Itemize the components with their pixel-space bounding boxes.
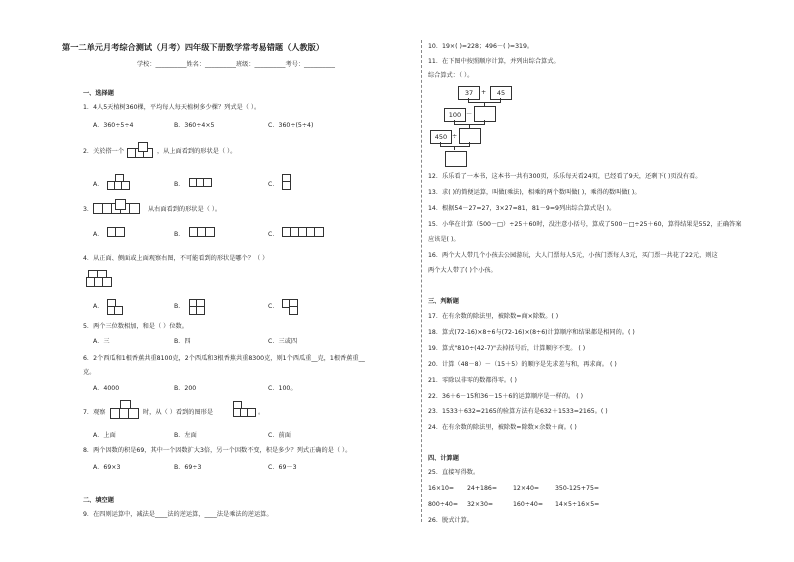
q2-option-a: A． — [93, 181, 104, 188]
question-25: 25．直接写得数。 — [428, 469, 480, 476]
calc-item: 16×10= — [428, 485, 455, 492]
flow-op-minus: － — [466, 111, 473, 118]
question-5: 5．两个三位数相加，和是（ ）位数。 — [83, 323, 188, 330]
question-8: 8．两个因数的积是69，其中一个因数扩大3倍，另一个因数不变，积是多少？列式正确的是（ ）。 — [83, 447, 352, 454]
q2-shape-c — [282, 174, 292, 190]
q3-option-b: B． — [174, 231, 185, 238]
q1-option-a: A．360÷5÷4 — [93, 122, 134, 129]
q8-option-a: A．69×3 — [93, 464, 121, 471]
flow-op-plus: + — [481, 89, 487, 96]
q7-option-a: A．上面 — [93, 432, 116, 439]
q4-shape-b — [189, 299, 209, 315]
q5-option-b: B．四 — [174, 338, 191, 345]
q3-option-c: C． — [268, 231, 279, 238]
q6-option-a: A．4000 — [93, 385, 120, 392]
question-15-line2: 应该是( )。 — [428, 236, 460, 243]
question-2-end: ，从上面看到的形状是（ ）。 — [157, 148, 237, 155]
q5-option-a: A．三 — [93, 338, 110, 345]
calc-item: 24+186= — [467, 485, 498, 492]
q1-option-c: C．360÷(5÷4) — [268, 122, 314, 129]
calc-item: 12×40= — [513, 485, 540, 492]
question-18: 18．算式(72-16)×8÷6与(72-16)×(8÷6)计算顺序和结果都是相同的。( ) — [428, 329, 635, 336]
question-6-line1: 6．2个西瓜和1根香蕉共重8100克，2个西瓜和3根香蕉共重8300克，则1个西瓜重__克，1根香蕉重__ — [83, 355, 365, 362]
section-judge-heading: 三、判断题 — [428, 298, 459, 305]
flow-box-450: 450 — [430, 130, 452, 144]
question-4: 4．从正面、侧面或上面观察右图，不可能看到的形状是哪个？（ ） — [83, 255, 269, 262]
q2-option-c: C． — [268, 181, 279, 188]
section-fill-heading: 二、填空题 — [83, 497, 114, 504]
question-20: 20．计算（48－8）－（15＋5）的顺序是先求差与和，再求商。 ( ) — [428, 361, 617, 368]
question-1: 1．4人5天植树360棵，平均每人每天植树多少棵？列式是（ ）。 — [83, 104, 261, 111]
question-16-line2: 两个大人带了( )个小孩。 — [428, 267, 497, 274]
q7-option-c: C．前面 — [268, 432, 291, 439]
question-14: 14．根据54－27=27，3×27=81，81－9=9列出综合算式是( )。 — [428, 205, 616, 212]
q8-option-b: B．69÷3 — [174, 464, 202, 471]
question-12: 12．乐乐看了一本书，这本书一共有300页，乐乐每天看24页，已经看了9天，还剩下( )页没有看。 — [428, 173, 702, 180]
student-info-line: 学校：__________姓名：__________班级：__________考号：__________ — [137, 61, 335, 68]
question-16-line1: 16．两个大人带几个小孩去公园游玩，大人门票每人5元，小孩门票每人3元，买门票一共花了22元，则这 — [428, 252, 718, 259]
question-7-start: 7．观察 — [83, 409, 106, 416]
question-3-text: 从右面看到的形状是（ ）。 — [148, 206, 222, 213]
q7-view-shape — [233, 401, 257, 419]
question-7-end: 。 — [258, 409, 265, 416]
question-3-number: 3． — [83, 206, 94, 213]
q4-option-b: B． — [174, 303, 185, 310]
q2-cube-figure — [127, 142, 155, 158]
q3-shape-c — [282, 227, 330, 237]
question-11: 11．在下图中按照顺序计算，并列出综合算式。 — [428, 58, 560, 65]
question-13: 13．求( )的简便运算，叫做(乘法)，相乘的两个数叫做( )，乘得的数叫做( )。 — [428, 189, 641, 196]
flow-box-empty-3 — [445, 151, 467, 167]
question-26: 26．脱式计算。 — [428, 517, 473, 524]
q4-shape-c — [282, 299, 302, 315]
question-23: 23．1533＋632=2165的验算方法有是632＋1533=2165。( ) — [428, 408, 608, 415]
calc-item: 350-125+75= — [555, 485, 600, 492]
section-choice-heading: 一、选择题 — [83, 90, 114, 97]
column-divider — [421, 40, 422, 522]
flow-box-100: 100 — [444, 108, 466, 122]
q3-cube-figure — [93, 199, 149, 215]
flow-box-empty-1 — [474, 106, 496, 122]
q1-option-b: B．360÷4×5 — [174, 122, 215, 129]
flow-diagram — [428, 84, 528, 170]
flow-box-empty-2 — [459, 128, 481, 144]
calc-item: 160÷40= — [513, 501, 544, 508]
question-11-answer: 综合算式：（ ）。 — [428, 72, 474, 79]
q7-option-b: B．左面 — [174, 432, 197, 439]
question-6-line2: 克。 — [83, 369, 96, 376]
q6-option-b: B．200 — [174, 385, 197, 392]
q2-shape-a — [107, 174, 131, 190]
q2-option-b: B． — [174, 181, 185, 188]
q7-cube-figure — [110, 400, 140, 420]
question-10: 10．19×( )=228；496－( )=319。 — [428, 43, 534, 50]
question-9: 9．在四则运算中，减法是____法的逆运算，____法是乘法的逆运算。 — [83, 511, 273, 518]
calc-item: 800÷40= — [428, 501, 459, 508]
question-2-start: 2．关於搭一个 — [83, 148, 125, 155]
flow-op-divide: ÷ — [452, 133, 458, 140]
section-calc-heading: 四、计算题 — [428, 455, 459, 462]
q3-shape-b — [189, 227, 215, 237]
q3-option-a: A． — [93, 231, 104, 238]
q6-option-c: C．100。 — [268, 385, 297, 392]
flow-box-37: 37 — [458, 86, 480, 100]
question-7-middle: 时，从（ ）看到的图形是 — [143, 409, 214, 416]
question-15-line1: 15．小华在计算（500－□）÷25＋60时，没注意小括号，算成了500－□÷25＋60，算得结果是552，正确答案 — [428, 221, 742, 228]
q4-cube-figure — [86, 270, 112, 292]
question-22: 22．36＋6－15和36－15＋6的运算顺序是一样的。 ( ) — [428, 393, 584, 400]
question-24: 24．在有余数的除法里，被除数=除数×余数＋商。( ) — [428, 424, 577, 431]
q2-shape-b — [189, 178, 213, 188]
q5-option-c: C．三或四 — [268, 338, 298, 345]
q3-shape-a — [107, 227, 133, 237]
calc-item: 14×5÷16×5= — [555, 501, 600, 508]
question-19: 19．算式"810÷(42-7)"去掉括号后，计算顺序不变。 ( ) — [428, 345, 586, 352]
q8-option-c: C．69－3 — [268, 464, 297, 471]
calc-item: 32×30= — [467, 501, 494, 508]
flow-box-45: 45 — [490, 86, 512, 100]
q4-option-c: C． — [268, 303, 279, 310]
page-title: 第一二单元月考综合测试（月考）四年级下册数学常考易错题（人教版） — [62, 42, 325, 52]
question-21: 21．零除以非零的数都得零。( ) — [428, 377, 517, 384]
question-17: 17．在有余数的除法里，被除数=商×除数。( ) — [428, 313, 559, 320]
q4-shape-a — [107, 299, 127, 315]
q4-option-a: A． — [93, 303, 104, 310]
